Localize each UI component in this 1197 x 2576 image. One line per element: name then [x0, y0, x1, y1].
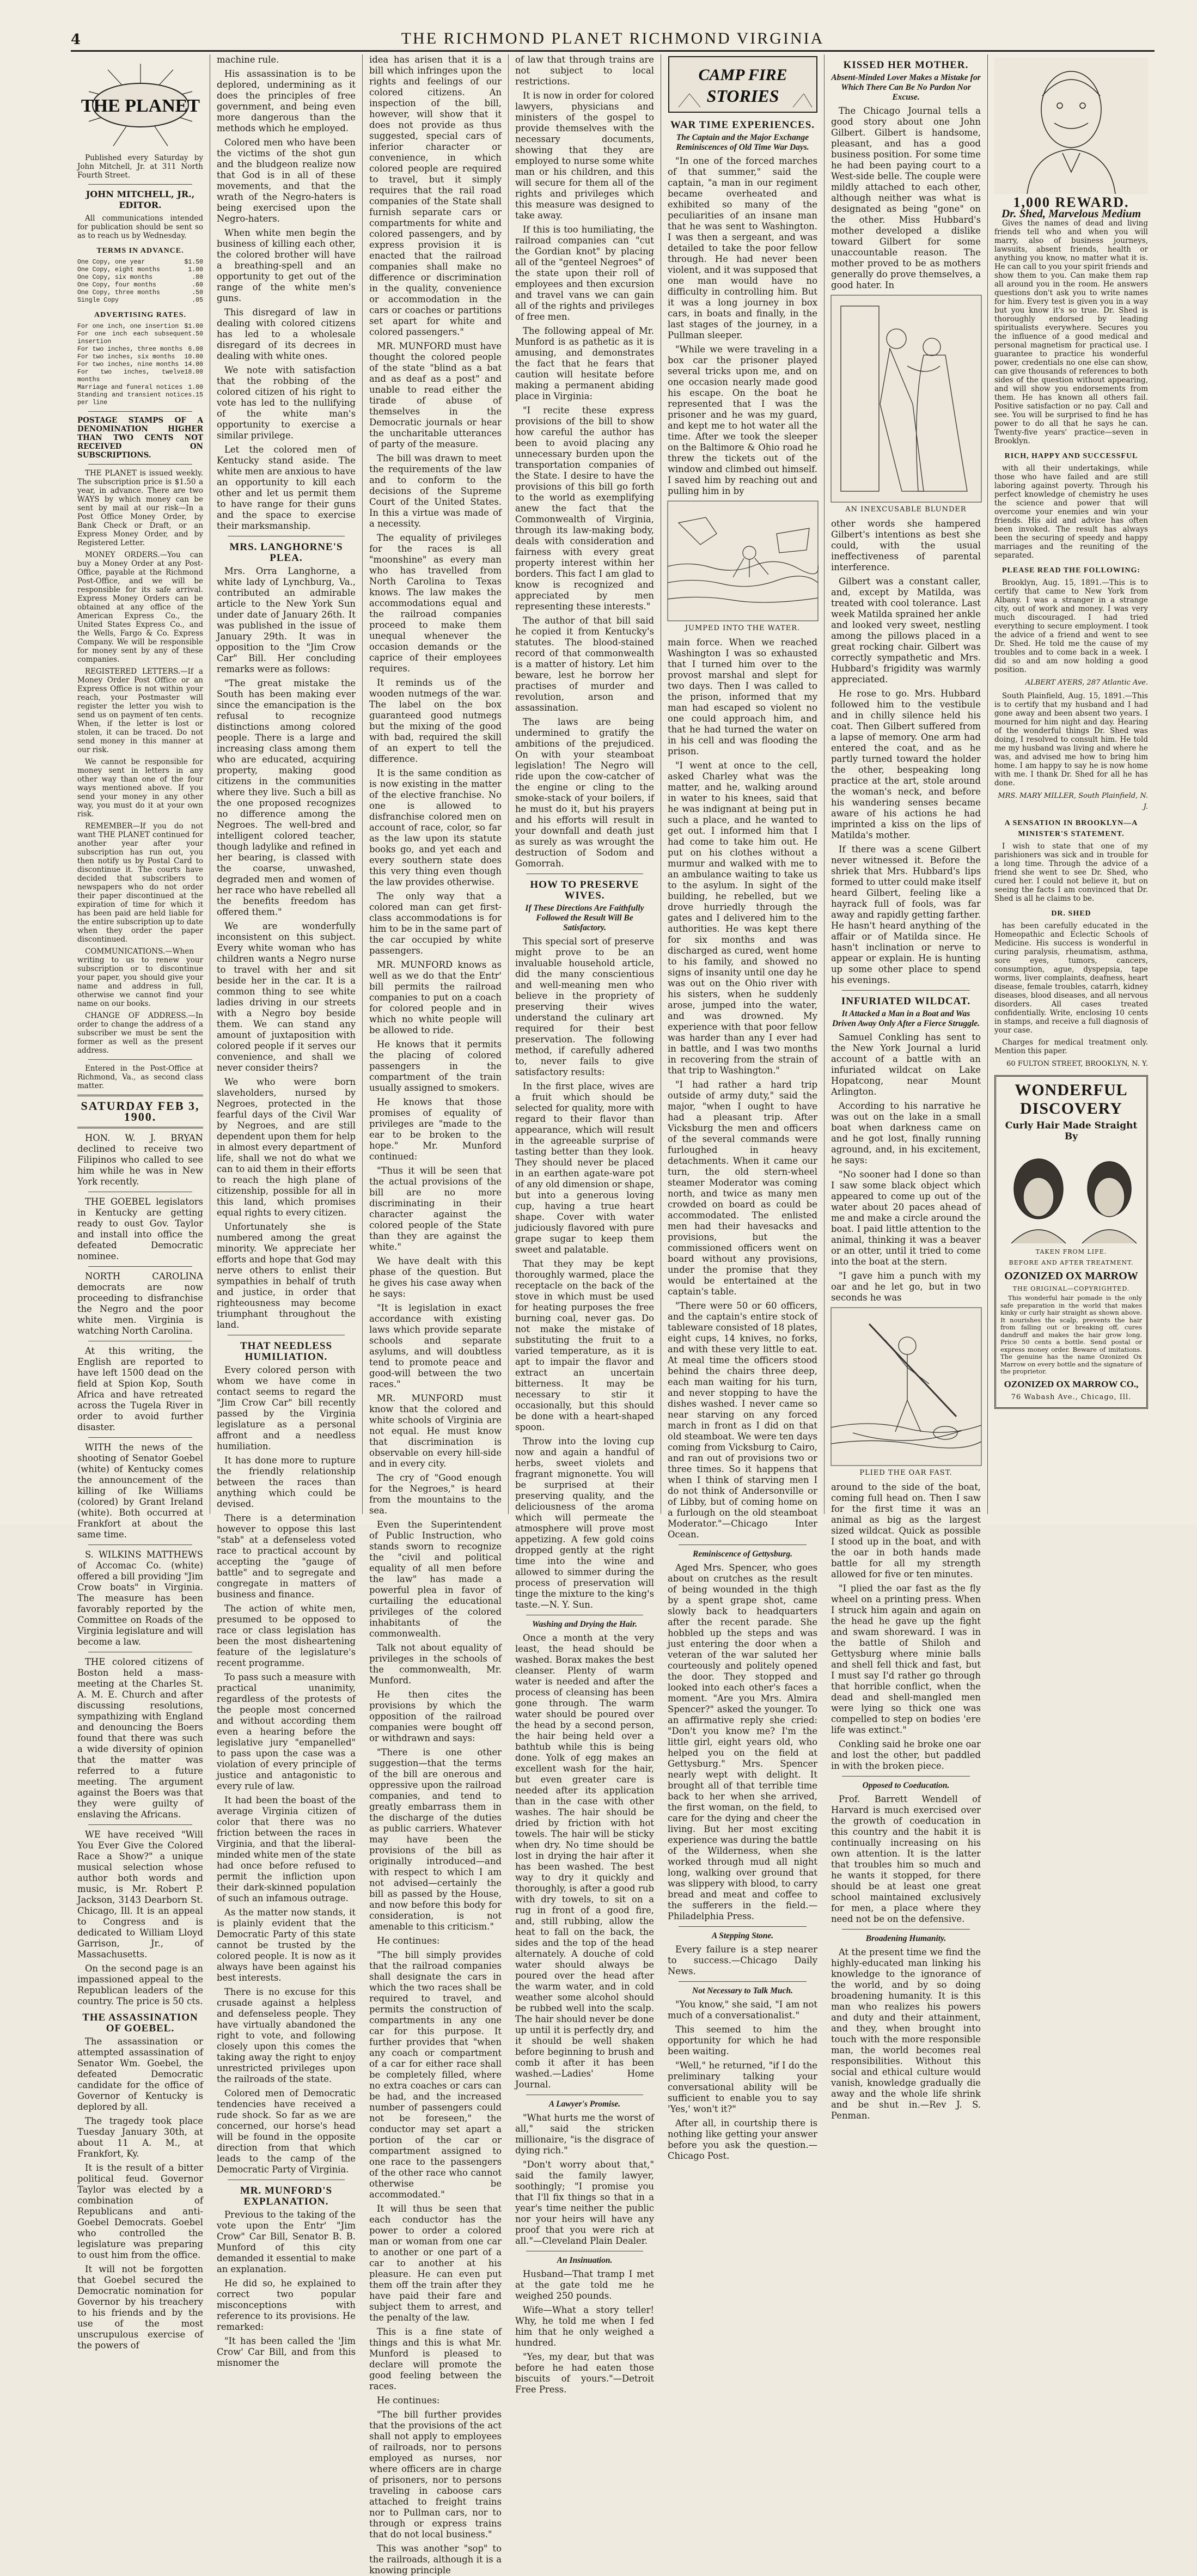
terms-row: One Copy, one year $1.50 — [77, 259, 203, 266]
article-para: The action of white men, presumed to be opposed to race or class legislation has been the most disheartening feature of the legislature's recent programme. — [217, 1603, 356, 1668]
article-para: MR. MUNFORD knows as well as we do that the Entr' bill permits the railroad companies to put on a coach for colored people and in which no white people will be allowed to ride. — [369, 960, 502, 1035]
article-para: That they may be kept thoroughly warmed, place the receptacle on the back of the stove in which must be used for heating purposes the free burning coal, never gas. Do not make the mistake of substituting the fruit to a varied temperature, as it is apt to impair the flavor and extract an uncertain bitterness. It may be necessary to stir it occasionally, but this should be done with a heart-shaped spoon. — [515, 1259, 654, 1432]
article-headline: Broadening Humanity. — [865, 1934, 946, 1943]
article-para: "The bill simply provides that the railroad companies shall designate the cars in which the two races shall be required to travel, and permits the construction of compartments in any one car for this purpose. It further provides that "when any coach or compartment of a car for either race shall be completely filled, where no extra coaches or cars can be had, and the increased number of passengers could not be foreseen," the conductor may set apart a portion of the car or compartment assigned to one race to the passengers of the other race who cannot otherwise be accommodated." — [369, 1950, 502, 2200]
article-para: In the first place, wives are a fruit which should be selected for quality, more with regard to their flavor than appearance, which will result in the agreeable surprise of tasting better than they look. They should never be placed in an earthen agate-ware pot of any old dimension or shape, but into a generous loving cup, having a true heart shape. Cover with water judiciously flavored with pure grape sugar to keep them sweet and palatable. — [515, 1081, 654, 1255]
rate-row: For two inches, three months 6.00 — [77, 346, 203, 353]
article-para: We note with satisfaction that the robbing of the colored citizen of his right to vote has led to the nullifying of the white man's opportunity to exercise a similar privilege. — [217, 365, 356, 441]
news-item: WITH the news of the shooting of Senator Goebel (white) of Kentucky comes the announcement of the killing of Ike Williams (colored) by Grant Ireland (white). Both occurred at Frankfort at about the same time. — [77, 1442, 203, 1540]
communications-para: COMMUNICATIONS.—When writing to us to renew your subscription or to discontinue your paper, you should give your name and address in full, otherwise we cannot find your name on our books. — [77, 947, 203, 1008]
news-item: S. WILKINS MATTHEWS of Accomac Co. (white) offered a bill providing "Jim Crow boats" in Virginia. The measure has been favorably reported by the Committee on Roads of the Virginia legislature and will become a law. — [77, 1549, 203, 1647]
subscription-para: THE PLANET is issued weekly. The subscription price is $1.50 a year, in advance. There are two WAYS by which money can be sent by mail at our risk—In a Post Office Money Order, by Bank Check or Draft, or an Express Money Order, and by Registered Letter. — [77, 469, 203, 547]
terms-table — [77, 259, 203, 304]
article-para: Throw into the loving cup now and again a handful of herbs, sweet violets and fragrant mignonette. You will be surprised at their preserving quality, and the deliciousness of the aroma which will permeate the atmosphere will prove most appetizing. A few gold coins dropped gently at the right time into the wine and allowed to simmer during the process of preservation will tinge the mixture to the king's taste.—N. Y. Sun. — [515, 1436, 654, 1610]
ad-headline: WONDERFUL DISCOVERY — [1015, 1081, 1128, 1118]
article-para: If there was a scene Gilbert never witnessed it. Before the shriek that Mrs. Hubbard's lips formed to utter could make itself heard Gilbert, feeling like a hayrack full of fools, was far away and rapidly getting farther. He hasn't heard anything of the affair or of Matilda since. He hasn't inclination or nerve to appear or explain. He is hunting up some other place to spend his evenings. — [831, 844, 981, 985]
testimonial: Brooklyn, Aug. 15, 1891.—This is to certify that came to New York from Albany. I was a stranger in a strange city, out of work and money. I was very much discouraged. I had tried everything to secure employment. I took the advice of a friend and went to see Dr. Shed. He told me the cause of my troubles and to come back in a week. I did so and am now holding a good position. — [994, 578, 1148, 674]
article-para: "The bill further provides that the provisions of the act shall not apply to employees of railroads, nor to persons employed as nurses, nor where officers are in charge of prisoners, nor to persons traveling in caboose cars attached to freight trains nor to Pullman cars, nor to through or express trains that do not local business." — [369, 2409, 502, 2540]
article-para: If this is too humiliating, the railroad companies can "cut the Gordian knot" by placing all of the "genteel Negroes" of the state upon their roll of employees and then excursion and travel vans we can gain all of the rights and privileges of free men. — [515, 224, 654, 322]
column-4 — [509, 54, 661, 2395]
company-name: OZONIZED OX MARROW CO., — [1004, 1378, 1139, 1389]
article-para: "You know," she said, "I am not much of a conversationalist." — [668, 1999, 817, 2020]
article-para: Every failure is a step nearer to success.—Chicago Daily News. — [668, 1944, 817, 1976]
article-para: around to the side of the boat, coming full head on. Then I saw for the first time it was an animal as big as the largest sized wildcat. Quick as possible I stood up in the boat, and with the oar in both hands made battle for all my strength allowed for five or ten minutes. — [831, 1482, 981, 1579]
column-6 — [825, 54, 988, 2121]
article-headline: Washing and Drying the Hair. — [532, 1620, 638, 1629]
column-5 — [661, 54, 825, 2161]
article-para: machine rule. — [217, 54, 279, 65]
article-para: There is no excuse for this crusade against a helpless and defenseless people. They have virtually abandoned the right to vote, and following closely upon this comes the taking away the right to enjoy unrestricted privileges upon the railroads of the state. — [217, 1987, 356, 2084]
reward-headline: 1,000 REWARD. — [1013, 194, 1129, 210]
article-para: It is now in order for colored lawyers, physicians and ministers of the gospel to provide themselves with the necessary documents, showing that they are employed to nurse some white man or his children, and this will secure for them all of the rights and privileges which this measure was designed to take away. — [515, 90, 654, 221]
rate-row: For one inch each subsequent insertion .50 — [77, 331, 203, 345]
article-para: As the matter now stands, it is plainly evident that the Democratic Party of this state cannot be trusted by the colored people. It is now as it always have been against his best interests. — [217, 1907, 356, 1983]
article-para: "Yes, my dear, but that was before he had eaten those biscuits of yours."—Detroit Free Press. — [515, 2352, 654, 2395]
ad-caption: TAKEN FROM LIFE. — [1035, 1248, 1107, 1255]
article-subheadline: If These Directions Are Faithfully Followed the Result Will Be Satisfactory. — [525, 904, 644, 932]
article-para: The cry of "Good enough for the Negroes," is heard from the mountains to the sea. — [369, 1473, 502, 1516]
illustration-caption: AN INEXCUSABLE BLUNDER — [845, 505, 967, 514]
article-para: The following appeal of Mr. Munford is as pathetic as it is amusing, and demonstrates the fact that he fears that caution will hesitate before making a permanent abiding place in Virginia: — [515, 326, 654, 401]
article-para: Let the colored men of Kentucky stand aside. The white men are anxious to have an opportunity to kill each other and let us permit them to have range for their guns and the space to exercise their marksmanship. — [217, 444, 356, 531]
article-headline: An Insinuation. — [557, 2256, 613, 2265]
ad-subheadline: A SENSATION IN BROOKLYN—A MINISTER'S STATEMENT. — [1004, 819, 1138, 838]
article-para: "There were 50 or 60 officers, and the captain's entire stock of tableware consisted of 18 plates, eight cups, 14 knives, no forks, and with these very little to eat. At meal time the officers stood behind the chairs three deep, each man waiting for his turn, and never stopping to have the dishes washed. I never came so near starving on any forced march in front as I did on that old steamboat. We were ten days coming from Vicksburg to Cairo, and ran out of provisions two or three times. So it happens that when I think of starving men I do not think of Andersonville or of Libby, but of coming home on a furlough on the old steamboat Moderator."—Chicago Inter Ocean. — [668, 1301, 817, 1540]
article-para: To pass such a measure with practical unanimity, regardless of the protests of the people most concerned and without according them even a hearing before the legislative jury "empanelled" to pass upon the case was a violation of every principle of justice and antagonistic to every rule of law. — [217, 1672, 356, 1791]
ox-marrow-ad — [994, 1075, 1148, 1409]
advertiser-name: Dr. Shed, Marvelous Medium — [1001, 207, 1141, 220]
terms-title: TERMS IN ADVANCE. — [96, 247, 184, 255]
article-para: He continues: — [377, 1936, 440, 1946]
dr-shed-portrait — [994, 58, 1148, 194]
rate-row: Standing and transient notices per line .15 — [77, 392, 203, 406]
article-para: It is the result of a bitter political feud. Governor Taylor was elected by a combination of Republicans and anti-Goebel Democrats. Goebel who controlled the legislature was preparing to oust him from the office. — [77, 2163, 203, 2260]
entered-note: Entered in the Post-Office at Richmond, Va., as second class matter. — [77, 1064, 203, 1090]
article-para: "It has been called the 'Jim Crow' Car Bill, and from this misnomer the — [217, 2336, 356, 2368]
article-para: MR. MUNFORD must have thought the colored people of the state "blind as a bat and as deaf as a post" and unable to read either the tirade of abuse of themselves in the Democratic journals or hear the uncharitable utterances of party of the measure. — [369, 341, 502, 449]
article-headline: KISSED HER MOTHER. — [843, 59, 969, 71]
article-para: of law that through trains are not subject to local restrictions. — [515, 54, 654, 87]
remember-para: REMEMBER—If you do not want THE PLANET continued for another year after your subscription has run out, you then notify us by Postal Card to discontinue it. The courts have decided that subscribers to newspapers who do not order their paper discontinued at the expiration of time for which it has been paid are held liable for the entire subscription up to date when they order the paper discontinued. — [77, 822, 203, 944]
news-item: WE have received "Will You Ever Give the Colored Race a Show?" a unique musical selection whose author both words and music, is Mr. Robert P. Jackson, 3143 Dearborn St. Chicago, Ill. It is an appeal to Congress and is dedicated to William Lloyd Garrison, Jr., of Massachusetts. — [77, 1829, 203, 1960]
article-para: The assassination or attempted assassination of Senator Wm. Goebel, the defeated Democratic candidate for the office of Governor of Kentucky is deplored by all. — [77, 2036, 203, 2112]
rate-row: For one inch, one insertion $1.00 — [77, 323, 203, 330]
article-para: Wife—What a story teller! Why, he told me when I fed him that he only weighed a hundred. — [515, 2305, 654, 2348]
article-para: idea has arisen that it is a bill which infringes upon the rights and feelings of our colored citizens. An inspection of the bill, however, will show that it does not provide as thus suggested, special cars of inferior character or convenience, in which colored people are required to travel, but it simply requires that the rail road companies of the State shall furnish separate cars or compartments for white and colored passengers, and by express provision it is enacted that the railroad companies shall make no difference or discrimination in the quality, convenience or accommodation in the cars or coaches or partitions set apart for white and colored passengers." — [369, 54, 502, 337]
article-para: "There is one other suggestion—that the terms of the bill are onerous and oppressive upon the railroad companies, and tend to greatly embarrass them in the discharge of the duties as public carriers. Whatever may have been the provisions of the bill as originally introduced—and with respect to which I am not advised—certainly the bill as passed by the House, and now before this body for consideration, is not amenable to this criticism." — [369, 1747, 502, 1932]
article-para: There is a determination however to oppose this last "stab" at a defenseless voted race to practical account by accepting the "gauge of battle" and to segregate and congregate in matters of business and finance. — [217, 1513, 356, 1600]
publisher-note: Published every Saturday by John Mitchell, Jr. at 311 North Fourth Street. — [77, 154, 203, 180]
news-item: At this writing, the English are reported to have left 1500 dead on the field at Spion Kop, South Africa and have retreated across the Tugela River in order to avoid further disaster. — [77, 1346, 203, 1432]
article-headline: MR. MUNFORD'S EXPLANATION. — [240, 2185, 333, 2207]
terms-row: One Copy, three months .50 — [77, 289, 203, 296]
article-para: He did so, he explained to correct two popular misconceptions with reference to its provisions. He remarked: — [217, 2278, 356, 2332]
communications-note: All communications intended for publication should be sent so as to reach us by Wednesday. — [77, 214, 203, 240]
issue-date: SATURDAY FEB 3, 1900. — [81, 1099, 200, 1124]
ad-body: This wonderful hair pomade is the only safe preparation in the world that makes kinky or curly hair straight as shown above. It nourishes the scalp, prevents the hair from falling out or breaking off, cures dandruff and makes the hair grow long. Price 50 cents a bottle. Send postal or express money order. Beware of imitations. The genuine has the name Ozonized Ox Marrow on every bottle and the signature of the proprietor. — [1000, 1294, 1142, 1375]
ad-copyright: THE ORIGINAL—COPYRIGHTED. — [1012, 1285, 1130, 1292]
article-para: Samuel Conkling has sent to the New York Journal a lurid account of a battle with an infuriated wildcat on Lake Hopatcong, near Mount Arlington. — [831, 1032, 981, 1097]
article-para: "I recite these express provisions of the bill to show how careful the author has been to avoid placing any unnecessary burden upon the transportation companies of the State. I desire to have the provisions of this bill go forth to the world as exemplifying anew the fact that the Commonwealth of Virginia, through its law-making body, deals with consideration and fairness with every great property interest within her borders. This fact I am glad to know is recognized and appreciated by men representing these interests." — [515, 405, 654, 612]
article-para: main force. When we reached Washington I was so exhausted that I turned him over to the provost marshal and slept for two days. Then I was called to the prison, informed that my man had escaped so violent no one could approach him, and that he had turned the water on in his cell and was flooding the prison. — [668, 637, 817, 756]
article-para: "I gave him a punch with my oar and he let go, but in two seconds he was — [831, 1271, 981, 1303]
terms-row: One Copy, six months .80 — [77, 274, 203, 281]
article-para: "In one of the forced marches of that summer," said the captain, "a man in our regiment became overheated and exhibited so many of the peculiarities of an insane man that he was sent to Washington. I was then a sergeant, and was detailed to take the poor fellow through. He had never been violent, and it was supposed that one man would have no difficulty in controlling him. But it was a long journey in box cars, in boats and finally, in the last stages of the journey, in a Pullman sleeper. — [668, 156, 817, 340]
advertiser-address: 60 FULTON STREET, BROOKLYN, N. Y. — [1006, 1060, 1148, 1068]
ad-rates-title: ADVERTISING RATES. — [94, 311, 186, 319]
article-para: "I went at once to the cell, asked Charley what was the matter, and he, walking around in water to his knees, said that he was indignant at being put in such a place, and he wanted to get out. I informed him that I had come to take him out. He put on his clothes without a murmur and walked with me to an ambulance waiting to take us to the asylum. In sight of the building, he rebelled, but we drove hurriedly through the gates and I delivered him to the authorities. He was kept there for six months and was discharged as cured, went home to his family, and showed no signs of insanity until one day he was out on the Ohio river with his sisters, when he suddenly arose, jumped into the water, and was drowned. My experience with that poor fellow was harder than any I ever had in battle, and I was two months in recovering from the strain of that trip to Washington." — [668, 760, 817, 1076]
jumped-water-illustration — [668, 501, 817, 621]
article-para: It will thus be seen that each conductor has the power to order a colored man or woman from one car to another or one part of a car to another at his pleasure. He can even put them off the train after they have paid their fare and subject them to arrest, and the penalty of the law. — [369, 2203, 502, 2323]
article-para: Colored men of Democratic tendencies have received a rude shock. So far as we are concerned, our horse's head will be found in the opposite direction from that which leads to the camp of the Democratic Party of Virginia. — [217, 2088, 356, 2175]
article-para: This special sort of preserve might prove to be an invaluable household article, did the many conscientious and well-meaning men who believe in the propriety of preserving their wives understand the culinary art required for their best preservation. The following method, if carefully adhered to, never fails to give satisfactory results: — [515, 936, 654, 1077]
article-para: Talk not about equality of privileges in the schools of the commonwealth, Mr. Munford. — [369, 1643, 502, 1686]
column-2 — [210, 54, 363, 2368]
article-headline: Reminiscence of Gettysburg. — [693, 1549, 792, 1559]
article-para: "What hurts me the worst of all," said the stricken millionaire, "is the disgrace of dying rich." — [515, 2113, 654, 2156]
page-title: THE RICHMOND PLANET RICHMOND VIRGINIA — [401, 29, 825, 47]
article-para: Every colored person with whom we have come in contact seems to regard the "Jim Crow Car" bill recently passed by the Virginia legislature as a personal affront and a needless humiliation. — [217, 1365, 356, 1451]
article-para: According to his narrative he was out on the lake in a small boat when darkness came on and he got lost, finally running aground, and, in his excitement, he says: — [831, 1101, 981, 1165]
article-para: This was another "sop" to the railroads, although it is a knowing principle — [369, 2543, 502, 2575]
news-item: On the second page is an impassioned appeal to the Republican leaders of the country. The price is 50 cts. — [77, 1963, 203, 2006]
article-para: He continues: — [377, 2395, 440, 2406]
news-item: THE colored citizens of Boston held a mass-meeting at the Charles St. A. M. E. Church and after discussing resolutions, sympathizing with England and denouncing the Boers found that there was such a wide diversity of opinion that the matter was referred to a future meeting. The argument against the Boers was that they were guilty of enslaving the Africans. — [77, 1657, 203, 1820]
article-headline: THAT NEEDLESS HUMILIATION. — [240, 1340, 333, 1363]
company-address: 76 Wabash Ave., Chicago, Ill. — [1011, 1393, 1132, 1401]
article-para: Prof. Barrett Wendell of Harvard is much exercised over the growth of coeducation in this country and the habit it is continually increasing on his own attention. It is the latter that troubles him so much and he wants it stopped, for there should be at least one great school maintained exclusively for men, a place where they need not be on the defensive. — [831, 1794, 981, 1924]
article-para: This seemed to him the opportunity for which he had been waiting. — [668, 2024, 817, 2056]
article-headline: MRS. LANGHORNE'S PLEA. — [229, 541, 343, 564]
oar-fight-illustration — [831, 1308, 981, 1466]
column-1 — [71, 54, 210, 2351]
rate-row: For two inches, six months 10.00 — [77, 353, 203, 361]
article-para: The laws are being undermined to gratify the ambitions of the prejudiced. On with your steamboat legislation! The Negro will ride upon the cow-catcher of the engine or cling to the smoke-stack of your boilers, if he must do it, but his prayers and his efforts will result in your downfall and death just as surely as was wrought the destruction of Sodom and Gomorrah. — [515, 717, 654, 869]
ad-para: has been carefully educated in the Homeopathic and Eclectic Schools of Medicine. His success is wonderful in curing paralysis, rheumatism, asthma, sore eyes, tumors, cancers, consumption, ague, dyspepsia, tape worms, liver complaints, deafness, heart disease, female troubles, catarrh, kidney diseases, blood diseases, and all nervous disorders. All cases treated confidentially. Write, enclosing 10 cents in stamps, and receive a full diagnosis of your case. — [994, 921, 1148, 1035]
testimonial-signature: MRS. MARY MILLER, South Plainfield, N. J. — [998, 792, 1148, 811]
postage-note: POSTAGE STAMPS OF A DENOMINATION HIGHER THAN TWO CENTS NOT RECEIVED ON SUBSCRIPTIONS. — [77, 416, 203, 460]
rate-row: For two inches, twelve months 18.00 — [77, 369, 203, 383]
article-para: He then cites the provisions by which the opposition of the railroad companies were bought off or withdrawn and says: — [369, 1689, 502, 1743]
camp-fire-banner — [668, 54, 817, 114]
before-after-faces — [1000, 1145, 1142, 1243]
article-para: Unfortunately she is numbered among the great minority. We appreciate her efforts and hope that God may nerve others to enlist their sympathies in behalf of truth and justice, in order that righteousness may become triumphant throughout the land. — [217, 1222, 356, 1330]
article-para: Previous to the taking of the vote upon the Entr' "Jim Crow" Car Bill, Senator B. B. Munford of this city demanded it essential to make an explanation. — [217, 2209, 356, 2274]
article-para: Conkling said he broke one oar and lost the other, but paddled in with the broken piece. — [831, 1739, 981, 1771]
article-headline: A Stepping Stone. — [711, 1931, 774, 1940]
ad-tagline: Curly Hair Made Straight By — [1005, 1120, 1138, 1142]
svg-text:THE PLANET: THE PLANET — [81, 96, 200, 116]
article-para: At the present time we find the highly-educated man linking his knowledge to the ignorance of the world, and by so doing broadening humanity. It is this man who realizes his powers and duty and their attainment, and they, when brought into touch with the more responsible man, the world becomes real responsibilities. Without this social and ethical culture would vanish, knowledge gradually die away and the whole life shrink and be shut in.—Rev J. S. Penman. — [831, 1947, 981, 2121]
illustration-caption: JUMPED INTO THE WATER. — [685, 624, 801, 632]
article-para: The equality of privileges for the races is all "moonshine" as every man who has travelled from North Carolina to Texas knows. The law makes the accommodations equal and the railroad companies proceed to make them unequal whenever the occasion demands or the caprice of their employees requires. — [369, 533, 502, 674]
ad-para: Charges for medical treatment only. Mention this paper. — [994, 1038, 1148, 1055]
article-para: "I had rather a hard trip outside of army duty," said the major, "when I ought to have had a pleasant trip. After Vicksburg the men and officers of the several commands were furloughed in heavy detachments. When it came our turn, the old stern-wheel steamer Moderator was coming north, and twice as many men crowded on board as could be accommodated. The enlisted men had their havesacks and provisions, but the commissioned officers went on board without any provisions, under the promise that they would be entertained at the captain's table. — [668, 1079, 817, 1297]
ad-subheadline: DR. SHED — [1051, 909, 1091, 918]
testimonial: I wish to state that one of my parishioners was sick and in trouble for a long time. Through the advice of a friend she went to see Dr. Shed, who cured her. I could not believe it, but on seeing the facts I am convinced that Dr. Shed is all he claims to be. — [994, 842, 1148, 903]
inexcusable-blunder-illustration — [831, 295, 981, 502]
article-para: It had been the boast of the average Virginia citizen of color that there was no friction between the races in Virginia, and that the liberal-minded white men of the state had once before refused to permit the infliction upon their dark-skinned population of such an infamous outrage. — [217, 1795, 356, 1903]
page-header — [71, 28, 1155, 52]
article-para: "Thus it will be seen that the actual provisions of the bill are no more discriminating in their character against the colored people of the State than they are against the white." — [369, 1165, 502, 1252]
article-para: The Chicago Journal tells a good story about one John Gilbert. Gilbert is handsome, pleasant, and has a good business position. For some time he had been paying court to a West-side belle. The couple were mildly attached to each other, although neither was what is designated as being "gone" on the other. Miss Hubbard's mother developed a dislike toward Gilbert for some unaccountable reason. The mother proved to be as mothers generally do prove themselves, a good hater. In — [831, 106, 981, 290]
article-para: The tragedy took place Tuesday January 30th, at about 11 A. M., at Frankfort, Ky. — [77, 2116, 203, 2159]
page-number: 4 — [71, 32, 81, 48]
article-para: "The great mistake the South has been making ever since the emancipation is the refusal to recognize distinctions among colored people. There is a large and increasing class among them who are educated, acquiring property, making good citizens in the communities where they live. Such a bill as the one proposed recognizes no difference among the Negroes. The well-bred and intelligent colored teacher, though ladylike and refined in her bearing, is classed with the coarse, unwashed, degraded men and women of her race who have rebelled all the benefits freedom has offered them." — [217, 678, 356, 917]
news-item: HON. W. J. BRYAN declined to receive two Filipinos who called to see him while he was in New York recently. — [77, 1133, 203, 1187]
article-para: "While we were traveling in a box car the prisoner played several tricks upon me, and on one occasion nearly made good his escape. On the boat he represented that I was the prisoner and he was my guard, and kept me to hot water all the time. After we took the sleeper on the Baltimore & Ohio road he threw the tickets out of the window and climbed out himself. I saved him by reaching out and pulling him in by — [668, 344, 817, 496]
rate-row: Marriage and funeral notices 1.00 — [77, 384, 203, 391]
article-subheadline: The Captain and the Major Exchange Reminiscences of Old Time War Days. — [676, 133, 809, 152]
rate-row: For two inches, nine months 14.00 — [77, 361, 203, 368]
ad-rates-table — [77, 323, 203, 407]
responsibility-para: We cannot be responsible for money sent in letters in any other way than one of the four ways mentioned above. If you send your money in any other way, you must do it at your own risk. — [77, 758, 203, 819]
article-headline: Not Necessary to Talk Much. — [692, 1986, 793, 1995]
news-item: THE GOEBEL legislators in Kentucky are getting ready to oust Gov. Taylor and install into office the defeated Democratic nominee. — [77, 1197, 203, 1261]
article-headline: Opposed to Coeducation. — [862, 1781, 950, 1790]
article-subheadline: It Attacked a Man in a Boat and Was Driven Away Only After a Fierce Struggle. — [832, 1009, 980, 1028]
columns — [71, 54, 1155, 2575]
article-para: Colored men who have been the victims of the shot gun and the bludgeon realize now that God is in all of these movements, and that the wrath of the Negro-haters is being exercised upon the Negro-haters. — [217, 137, 356, 224]
terms-row: One Copy, four months .60 — [77, 282, 203, 289]
article-para: "Don't worry about that," said the family lawyer, soothingly; "I promise you that I'll fix things so that in a year's time neither the public nor your heirs will have any proof that you were rich at all."—Cleveland Plain Dealer. — [515, 2159, 654, 2246]
ad-caption: BEFORE AND AFTER TREATMENT. — [1009, 1259, 1134, 1266]
article-para: Husband—That tramp I met at the gate told me he weighed 250 pounds. — [515, 2269, 654, 2301]
news-item: NORTH CAROLINA democrats are now proceeding to disfranchise the Negro and the poor white men. Virginia is watching North Carolina. — [77, 1271, 203, 1336]
article-para: Once a month at the very least, the head should be washed. Borax makes the best cleanser. Plenty of warm water is needed and after the process of cleansing has been gone through. The warm water should be poured over the head by a second person, the hair being held over a bathtub while this is being done. Yolk of egg makes an excellent wash for the hair, but even greater care is needed after its application than in the case with other washes. The hair should be dried by friction with hot towels. The hair will be sticky when dry. No time should be lost in drying the hair after it has been washed. The best way to dry it quickly and thoroughly, is after a good rub with dry towels, to sit on a rug in front of a good fire, and, still rubbing, allow the heat to fall on the back, the sides and the top of the head alternately. A douche of cold water should always be poured over the head after the warm water, and in cold weather some alcohol should be rubbed well into the scalp. The hair should never be done up until it is perfectly dry, and it should be well shaken before beginning to brush and comb it after it has been washed.—Ladies' Home Journal. — [515, 1633, 654, 2090]
article-para: It has done more to rupture the friendly relationship between the races than anything which could be devised. — [217, 1455, 356, 1509]
article-para: When white men begin the business of killing each other, the colored brother will have a breathing-spell and an opportunity to get out of the range of the white men's guns. — [217, 228, 356, 303]
article-subheadline: Absent-Minded Lover Makes a Mistake for Which There Can Be No Pardon Nor Excuse. — [831, 73, 981, 102]
testimonial-signature: ALBERT AYERS, 287 Atlantic Ave. — [1025, 679, 1148, 687]
registered-letters-para: REGISTERED LETTERS.—If a Money Order Post Office or an Express Office is not within your reach, your Postmaster will register the letter you wish to send us on payment of ten cents. When, if the letter is lost or stolen, it can be traced. Do not send money in this manner at our risk. — [77, 667, 203, 754]
article-para: He rose to go. Mrs. Hubbard followed him to the vestibule and in chilly silence held his coat. Then Gilbert suffered from a lapse of memory. One arm had entered the coat, and as he partly turned toward the holder the other, bespeaking long practice at the art, stole around the woman's neck, and before his wandering senses became aware of his actions he had imprinted a kiss on the lips of Matilda's mother. — [831, 688, 981, 840]
article-headline: A Lawyer's Promise. — [548, 2099, 621, 2109]
terms-row: One Copy, eight months 1.00 — [77, 266, 203, 273]
article-headline: INFURIATED WILDCAT. — [841, 996, 971, 1007]
article-para: His assassination is to be deplored, undermining as it does the principles of free government, and being even more dangerous than the methods which he employed. — [217, 69, 356, 133]
column-7 — [988, 54, 1155, 1514]
column-3 — [363, 54, 509, 2575]
article-para: It reminds us of the wooden nutmegs of the war. The label on the box guaranteed good nutmegs but the mixing of the good with bad, required the skill of an expert to tell the difference. — [369, 677, 502, 764]
article-headline: WAR TIME EXPERIENCES. — [670, 119, 815, 131]
article-para: This disregard of law in dealing with colored citizens has led to a wholesale disregard of its decrees in dealing with white ones. — [217, 307, 356, 361]
article-para: He knows that it permits the placing of colored passengers in the compartment of the train usually assigned to smokers. — [369, 1039, 502, 1093]
article-para: other words she hampered Gilbert's intentions as best she could, with the usual ineffectiveness of parental interference. — [831, 518, 981, 572]
article-para: "I plied the oar fast as the fly wheel on a printing press. When I struck him again and again on the head he gave up the fight and swam shoreward. I was in the battle of Shiloh and Gettysburg where minie balls and shell fell thick and fast, but I must say I'd rather go through that horrible conflict, when the dead and shell-mangled men were lying so thick one was compelled to step on bodies 'ere life was extinct." — [831, 1583, 981, 1735]
article-headline: THE ASSASSINATION OF GOEBEL. — [82, 2012, 198, 2034]
article-para: "Well," he returned, "if I do the preliminary talking your conversational ability will be sufficient to enable you to say 'Yes,' won't it?" — [668, 2060, 817, 2114]
svg-text:CAMP FIRE: CAMP FIRE — [698, 66, 787, 84]
product-name: OZONIZED OX MARROW — [1004, 1270, 1138, 1282]
article-para: We are wonderfully inconsistent on this subject. Every white woman who has children wants a Negro nurse to travel with her and sit beside her in the car. It is a common thing to see white ladies driving in our streets with a Negro boy beside them. We can stand any amount of juxtaposition with colored people if it serves our convenience, and shall we never consider theirs? — [217, 921, 356, 1073]
ad-para: Gives the names of dead and living friends tell who and when you will marry, also of business journeys, lawsuits, absent friends, health or anything you know, no matter what it is. He can call to you your spirit friends and show them to you. Can make them rap all around you in the room. He answers questions don't ask you to write names for him. Every test is given you in a way but you know it's so true. Dr. Shed is thoroughly endorsed by leading spiritualists everywhere. Secures you the influence of a good medical and personal magnetism for practical use. I guarantee to practice his wonderful power, credentials no one else can show, can give thousands of references to both sides of the question without appearing, and will show you endorsements from them. He has known all others fail. Positive satisfaction or no pay. Call and see. You will be surprised to find he has power to do all that he says he can. Twenty-five years' practice—seven in Brooklyn. — [994, 219, 1148, 445]
article-para: Even the Superintendent of Public Instruction, who stands sworn to recognize the "civil and political equality of all men before the law" has made a powerful plea in favor of curtailing the educational privileges of the colored inhabitants of the commonwealth. — [369, 1519, 502, 1639]
article-para: "No sooner had I done so than I saw some black object which appeared to come up out of the water about 20 paces ahead of me and make a circle around the boat. I paid little attention to the animal, thinking it was a beaver or an otter, until it tried to come into the boat at the stern. — [831, 1169, 981, 1267]
editor-line: JOHN MITCHELL, JR., EDITOR. — [86, 189, 195, 210]
article-para: We have dealt with this phase of the question. But he gives his case away when he says: — [369, 1256, 502, 1299]
ad-subheadline: RICH, HAPPY AND SUCCESSFUL — [1004, 452, 1138, 460]
article-para: After all, in courtship there is nothing like getting your answer before you ask the question.—Chicago Post. — [668, 2118, 817, 2161]
article-para: It will not be forgotten that Goebel secured the Democratic nomination for Governor by his treachery to his friends and by the use of the most unscrupulous exercise of the powers of — [77, 2264, 203, 2351]
article-para: "It is legislation in exact accordance with existing laws which provide separate schools and separate asylums, and will doubtless tend to promote peace and good-will between the two races." — [369, 1303, 502, 1389]
ad-subheadline: PLEASE READ THE FOLLOWING: — [1001, 566, 1141, 575]
change-address-para: CHANGE OF ADDRESS.—In order to change the address of a subscriber we must be sent the former as well as the present address. — [77, 1011, 203, 1055]
planet-logo — [77, 59, 203, 151]
article-para: The only way that a colored man can get first-class accommodations is for him to be in the same part of the car occupied by white passengers. — [369, 891, 502, 956]
article-para: Mrs. Orra Langhorne, a white lady of Lynchburg, Va., contributed an admirable article to the New York Sun under date of January 26th. It was published in the issue of January 29th. It was in opposition to the "Jim Crow Car" Bill. Her concluding remarks were as follows: — [217, 566, 356, 674]
ad-para: with all their undertakings, while those who have failed and are still laboring against poverty. Through his perfect knowledge of chemistry he uses the science and power that will overcome your enemies and win your friends. His aid and advice has often been invoked. The result has always been the securing of speedy and happy marriages and the reuniting of the separated. — [994, 464, 1148, 560]
article-para: Aged Mrs. Spencer, who goes about on crutches as the result of being wounded in the thigh by a spent grape shot, came slowly back to headquarters after the recent parade. She hobbled up the steps and was just entering the door when a veteran of the war saluted her courteously and politely opened the door. They stopped and looked into each other's faces a moment. "Are you Mrs. Almira Spencer?" asked the younger. To an affirmative reply she cried: "Don't you know me? I'm the little girl, eight years old, who helped you on the field at Gettysburg." Mrs. Spencer nearly wept with delight. It brought all of that terrible time back to her when she arrived, the first woman, on the field, to care for the dying and cheer the living. But her most exciting experience was during the battle of the Wilderness, when she worked through mud all night long, walking over ground that was slippery with blood, to carry bread and meat and coffee to the sufferers in the field.—Philadelphia Press. — [668, 1562, 817, 1921]
illustration-caption: PLIED THE OAR FAST. — [859, 1469, 952, 1477]
article-headline: HOW TO PRESERVE WIVES. — [530, 879, 639, 901]
article-para: The bill was drawn to meet the requirements of the law and to conform to the decisions of the Supreme Court of the United States. In this a virtue was made of a necessity. — [369, 453, 502, 529]
article-para: The author of that bill said he copied it from Kentucky's statutes. The blood-stained record of that commonwealth is a matter of history. Let him beware, lest he borrow her practises of murder and revolution, arson and assassination. — [515, 615, 654, 713]
article-para: MR. MUNFORD must know that the colored and white schools of Virginia are not equal. He must know that discrimination is observable on every hill-side and in every city. — [369, 1393, 502, 1469]
article-para: Gilbert was a constant caller, and, except by Matilda, was treated with cool tolerance. Last week Matilda sprained her ankle and looked very sweet, nestling among the pillows placed in a great rocking chair. Gilbert was correctly sympathetic and Mrs. Hubbard's frigidity was warmly appreciated. — [831, 576, 981, 685]
article-para: He knows that those promises of equality of privileges are "made to the ear to be broken to the hope." Mr. Munford continued: — [369, 1097, 502, 1162]
article-para: We who were born slaveholders, nursed by Negroes, protected in the fearful days of the Civil War by Negroes, and are still dependent upon them for help in almost every department of life, shall we not do what we can to aid them in their efforts to reach the high plane of citizenship, possible for all in this land, which promises equal rights to every citizen. — [217, 1077, 356, 1218]
svg-text:STORIES: STORIES — [706, 86, 779, 106]
money-orders-para: MONEY ORDERS.—You can buy a Money Order at any Post-Office, payable at the Richmond Post-Office, and we will be responsible for its safe arrival. Express Money Orders can be obtained at any office of the American Express Co., the United States Express Co., and the Wells, Fargo & Co. Express Company. We will be responsible for money sent by any of these companies. — [77, 551, 203, 664]
testimonial: South Plainfield, Aug. 15, 1891.—This is to certify that my husband and I had gone away and been absent two years. I mourned for him night and day. Hearing of the wonderful things Dr. Shed was doing, I resolved to consult him. He told me my husband was living and where he was, and advised me how to bring him home. I am happy to say he is now home with me. I thank Dr. Shed for all he has done. — [994, 692, 1148, 788]
article-para: It is the same condition as is now existing in the matter of the elective franchise. No one is allowed to disfranchise colored men on account of race, color, so far as the law upon its statute books go, and yet each and every southern state does this very thing even though the law provides otherwise. — [369, 768, 502, 887]
terms-row: Single Copy .05 — [77, 297, 203, 304]
article-para: This is a fine state of things and this is what Mr. Munford is pleased to declare will promote the good feeling between the races. — [369, 2327, 502, 2391]
